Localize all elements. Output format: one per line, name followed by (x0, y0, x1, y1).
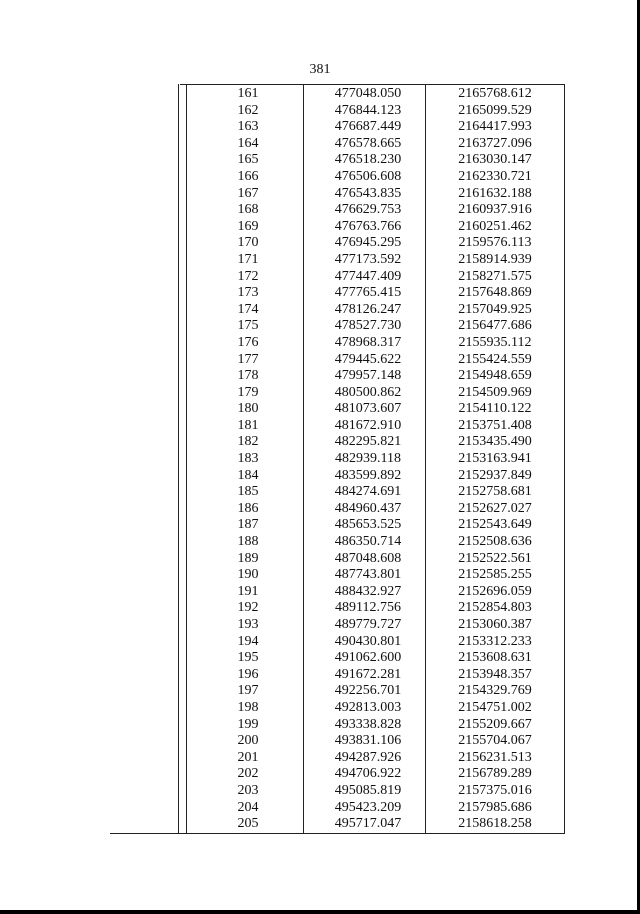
point-number-cell: 165 (237, 152, 259, 168)
x-coordinate-cell: 488432.927 (334, 583, 402, 599)
point-number-cell: 185 (237, 484, 259, 500)
point-number-cell: 199 (237, 716, 259, 732)
y-coordinate-cell: 2154329.769 (458, 683, 532, 699)
x-coordinate-cell: 476687.449 (334, 119, 402, 135)
y-coordinate-cell: 2155704.067 (458, 733, 532, 749)
point-number-cell: 166 (237, 168, 259, 184)
point-number-cell: 179 (237, 384, 259, 400)
x-coordinate-cell: 483599.892 (334, 467, 402, 483)
page-frame-bottom-edge (0, 910, 640, 914)
table-row (110, 484, 565, 501)
x-coordinate-cell: 479445.622 (334, 351, 402, 367)
table-row (110, 700, 565, 717)
table-row (110, 517, 565, 534)
x-coordinate-cell: 493831.106 (334, 733, 402, 749)
y-coordinate-cell: 2164417.993 (458, 119, 532, 135)
table-row (110, 600, 565, 617)
x-coordinate-cell: 478126.247 (334, 301, 402, 317)
y-coordinate-cell: 2152585.255 (458, 567, 532, 583)
table-row (110, 186, 565, 203)
x-coordinate-cell: 491062.600 (334, 650, 402, 666)
x-coordinate-cell: 481672.910 (334, 417, 402, 433)
point-number-cell: 175 (237, 318, 259, 334)
table-row (110, 352, 565, 369)
x-coordinate-cell: 478968.317 (334, 334, 402, 350)
point-number-cell: 189 (237, 550, 259, 566)
point-number-cell: 172 (237, 268, 259, 284)
x-coordinate-cell: 492256.701 (334, 683, 402, 699)
y-coordinate-cell: 2156231.513 (458, 749, 532, 765)
y-coordinate-cell: 2163727.096 (458, 135, 532, 151)
point-number-cell: 176 (237, 334, 259, 350)
y-coordinate-cell: 2153435.490 (458, 434, 532, 450)
x-coordinate-cell: 477447.409 (334, 268, 402, 284)
table-row (110, 235, 565, 252)
table-row (110, 202, 565, 219)
page-number: 381 (309, 62, 331, 77)
y-coordinate-cell: 2152543.649 (458, 517, 532, 533)
point-number-cell: 201 (237, 749, 259, 765)
table-row (110, 269, 565, 286)
table-row (110, 434, 565, 451)
point-number-cell: 198 (237, 699, 259, 715)
point-number-cell: 202 (237, 766, 259, 782)
table-row (110, 335, 565, 352)
point-number-cell: 163 (237, 119, 259, 135)
x-coordinate-cell: 476844.123 (334, 102, 402, 118)
table-row (110, 401, 565, 418)
y-coordinate-cell: 2160251.462 (458, 218, 532, 234)
point-number-cell: 192 (237, 600, 259, 616)
y-coordinate-cell: 2162330.721 (458, 168, 532, 184)
table-row (110, 119, 565, 136)
y-coordinate-cell: 2155935.112 (458, 334, 532, 350)
point-number-cell: 168 (237, 202, 259, 218)
x-coordinate-cell: 485653.525 (334, 517, 402, 533)
table-row (110, 451, 565, 468)
x-coordinate-cell: 477765.415 (334, 285, 402, 301)
y-coordinate-cell: 2153312.233 (458, 633, 532, 649)
x-coordinate-cell: 487048.608 (334, 550, 402, 566)
y-coordinate-cell: 2157049.925 (458, 301, 532, 317)
y-coordinate-cell: 2153751.408 (458, 417, 532, 433)
x-coordinate-cell: 494287.926 (334, 749, 402, 765)
y-coordinate-cell: 2165768.612 (458, 86, 532, 101)
y-coordinate-cell: 2152854.803 (458, 600, 532, 616)
table-row (110, 501, 565, 518)
point-number-cell: 161 (237, 86, 259, 101)
point-number-cell: 164 (237, 135, 259, 151)
x-coordinate-cell: 495085.819 (334, 782, 402, 798)
x-coordinate-cell: 476578.665 (334, 135, 402, 151)
x-coordinate-cell: 476543.835 (334, 185, 402, 201)
table-row (110, 285, 565, 302)
y-coordinate-cell: 2154751.002 (458, 699, 532, 715)
y-coordinate-cell: 2152758.681 (458, 484, 532, 500)
y-coordinate-cell: 2154948.659 (458, 368, 532, 384)
y-coordinate-cell: 2154110.122 (458, 401, 532, 417)
x-coordinate-cell: 476518.230 (334, 152, 402, 168)
x-coordinate-cell: 477173.592 (334, 251, 402, 267)
x-coordinate-cell: 484960.437 (334, 500, 402, 516)
table-row (110, 683, 565, 700)
y-coordinate-cell: 2163030.147 (458, 152, 532, 168)
table-row (110, 584, 565, 601)
x-coordinate-cell: 495423.209 (334, 799, 402, 815)
point-number-cell: 184 (237, 467, 259, 483)
x-coordinate-cell: 478527.730 (334, 318, 402, 334)
table-row (110, 302, 565, 319)
table-row (110, 733, 565, 750)
x-coordinate-cell: 494706.922 (334, 766, 402, 782)
point-number-cell: 190 (237, 567, 259, 583)
point-number-cell: 178 (237, 368, 259, 384)
table-row (110, 634, 565, 651)
point-number-cell: 169 (237, 218, 259, 234)
point-number-cell: 204 (237, 799, 259, 815)
point-number-cell: 200 (237, 733, 259, 749)
x-coordinate-cell: 487743.801 (334, 567, 402, 583)
y-coordinate-cell: 2155424.559 (458, 351, 532, 367)
table-body (110, 86, 565, 833)
table-row (110, 219, 565, 236)
x-coordinate-cell: 492813.003 (334, 699, 402, 715)
y-coordinate-cell: 2153163.941 (458, 451, 532, 467)
point-number-cell: 167 (237, 185, 259, 201)
point-number-cell: 180 (237, 401, 259, 417)
y-coordinate-cell: 2160937.916 (458, 202, 532, 218)
coordinate-table (110, 84, 565, 834)
x-coordinate-cell: 495717.047 (334, 816, 402, 832)
y-coordinate-cell: 2154509.969 (458, 384, 532, 400)
x-coordinate-cell: 476506.608 (334, 168, 402, 184)
y-coordinate-cell: 2159576.113 (458, 235, 532, 251)
y-coordinate-cell: 2152508.636 (458, 534, 532, 550)
point-number-cell: 188 (237, 534, 259, 550)
y-coordinate-cell: 2157985.686 (458, 799, 532, 815)
y-coordinate-cell: 2156477.686 (458, 318, 532, 334)
point-number-cell: 177 (237, 351, 259, 367)
y-coordinate-cell: 2152937.849 (458, 467, 532, 483)
table-row (110, 86, 565, 103)
point-number-cell: 203 (237, 782, 259, 798)
x-coordinate-cell: 491672.281 (334, 666, 402, 682)
point-number-cell: 162 (237, 102, 259, 118)
point-number-cell: 181 (237, 417, 259, 433)
y-coordinate-cell: 2158271.575 (458, 268, 532, 284)
x-coordinate-cell: 476629.753 (334, 202, 402, 218)
table-row (110, 136, 565, 153)
point-number-cell: 191 (237, 583, 259, 599)
y-coordinate-cell: 2153948.357 (458, 666, 532, 682)
y-coordinate-cell: 2158618.258 (458, 816, 532, 832)
table-row (110, 418, 565, 435)
point-number-cell: 193 (237, 617, 259, 632)
x-coordinate-cell: 481073.607 (334, 401, 402, 417)
point-number-cell: 173 (237, 285, 259, 301)
point-number-cell: 170 (237, 235, 259, 251)
y-coordinate-cell: 2165099.529 (458, 102, 532, 118)
x-coordinate-cell: 479957.148 (334, 368, 402, 384)
y-coordinate-cell: 2152522.561 (458, 550, 532, 566)
point-number-cell: 187 (237, 517, 259, 533)
table-row (110, 650, 565, 667)
point-number-cell: 205 (237, 816, 259, 832)
table-row (110, 368, 565, 385)
x-coordinate-cell: 489112.756 (335, 600, 401, 616)
point-number-cell: 183 (237, 451, 259, 467)
table-row (110, 252, 565, 269)
table-row (110, 766, 565, 783)
point-number-cell: 194 (237, 633, 259, 649)
table-row (110, 152, 565, 169)
y-coordinate-cell: 2153608.631 (458, 650, 532, 666)
point-number-cell: 174 (237, 301, 259, 317)
x-coordinate-cell: 480500.862 (334, 384, 402, 400)
table-row (110, 567, 565, 584)
table-row (110, 468, 565, 485)
point-number-cell: 196 (237, 666, 259, 682)
table-row (110, 816, 565, 833)
x-coordinate-cell: 493338.828 (334, 716, 402, 732)
table-row (110, 103, 565, 120)
x-coordinate-cell: 482295.821 (334, 434, 402, 450)
y-coordinate-cell: 2161632.188 (458, 185, 532, 201)
y-coordinate-cell: 2152696.059 (458, 583, 532, 599)
y-coordinate-cell: 2157375.016 (458, 782, 532, 798)
x-coordinate-cell: 484274.691 (334, 484, 402, 500)
point-number-cell: 197 (237, 683, 259, 699)
point-number-cell: 186 (237, 500, 259, 516)
x-coordinate-cell: 482939.118 (335, 451, 401, 467)
table-row (110, 534, 565, 551)
point-number-cell: 171 (237, 251, 259, 267)
y-coordinate-cell: 2153060.387 (458, 617, 532, 632)
x-coordinate-cell: 486350.714 (334, 534, 402, 550)
y-coordinate-cell: 2152627.027 (458, 500, 532, 516)
y-coordinate-cell: 2155209.667 (458, 716, 532, 732)
x-coordinate-cell: 490430.801 (334, 633, 402, 649)
table-row (110, 551, 565, 568)
table-row (110, 783, 565, 800)
y-coordinate-cell: 2156789.289 (458, 766, 532, 782)
x-coordinate-cell: 489779.727 (334, 617, 402, 632)
x-coordinate-cell: 476763.766 (334, 218, 402, 234)
point-number-cell: 182 (237, 434, 259, 450)
table-row (110, 169, 565, 186)
table-row (110, 800, 565, 817)
table-row (110, 667, 565, 684)
table-row (110, 617, 565, 634)
x-coordinate-cell: 476945.295 (334, 235, 402, 251)
table-top-border (180, 84, 565, 85)
table-row (110, 750, 565, 767)
y-coordinate-cell: 2157648.869 (458, 285, 532, 301)
table-row (110, 385, 565, 402)
table-row (110, 717, 565, 734)
x-coordinate-cell: 477048.050 (334, 86, 402, 101)
point-number-cell: 195 (237, 650, 259, 666)
y-coordinate-cell: 2158914.939 (458, 251, 532, 267)
table-row (110, 318, 565, 335)
